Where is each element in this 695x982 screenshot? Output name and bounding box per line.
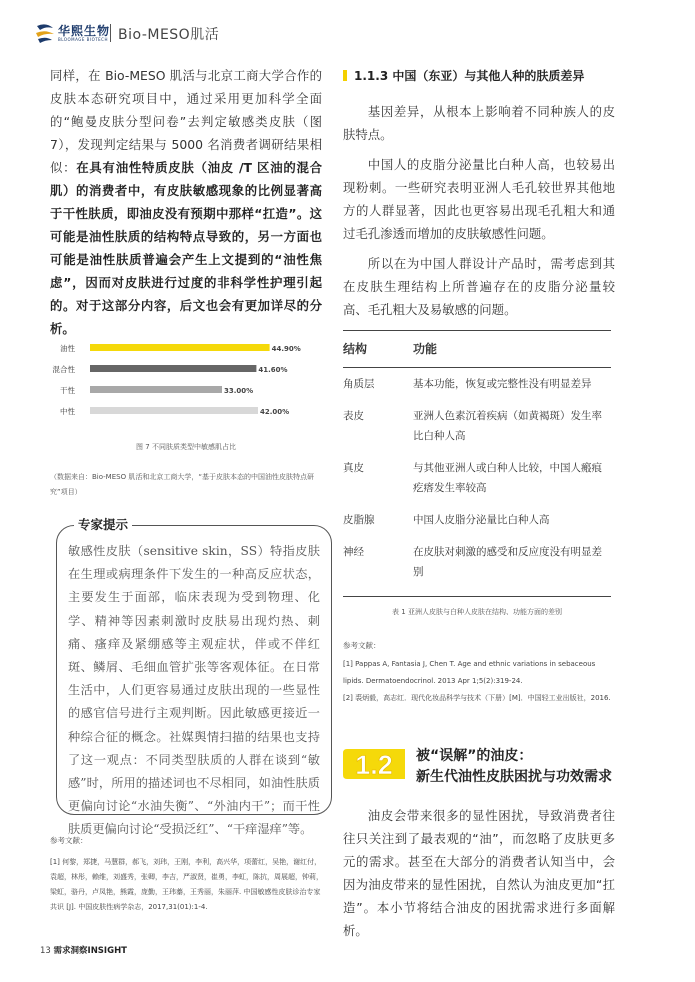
table-row — [343, 368, 611, 401]
chart-value-label: 44.90% — [271, 345, 301, 353]
logo-chinese-name: 华熙生物 — [58, 24, 111, 38]
oily-skin-body — [343, 804, 615, 942]
section-title-12-line2: 新生代油性皮肤困扰与功效需求 — [416, 769, 612, 785]
logo-english-name: BLOOMAGE BIOTECH — [58, 37, 108, 42]
table-row — [343, 400, 611, 452]
bloomage-logo-icon — [34, 22, 56, 44]
figure-source: （数据来自：Bio-MESO 肌活和北京工商大学，“基于皮肤本态的中国油性皮肤特点研究”项目） — [50, 473, 314, 496]
table-row — [343, 504, 611, 536]
chart-bar — [90, 386, 222, 393]
intro-paragraph-bold: 在具有油性特质皮肤（油皮 /T 区油的混合肌）的消费者中，有皮肤敏感现象的比例显著高于干性肤质，即油皮没有预期中那样“扛造”。这可能是油性肤质的结构特点导致的，另一方面也可能是油性肤质普遍会产生上文提到的“油性焦虑”，因而对皮肤进行过度的非科学性护理引起的。对于这部分内容，后文也会有更加详尽的分析。 — [50, 160, 322, 336]
table-header-row — [343, 331, 611, 368]
right-references — [343, 656, 613, 707]
page-number: 13 — [40, 946, 51, 956]
intro-paragraph: 同样，在 Bio-MESO 肌活与北京工商大学合作的皮肤本态研究项目中，通过采用更加科学全面的“鲍曼皮肤分型问卷”去判定敏感类皮肤（图 7），发现判定结果与 5000 名消费者调研结果相似： — [50, 68, 322, 175]
header-divider — [110, 24, 111, 42]
brand-name: Bio-MESO肌活 — [118, 27, 220, 43]
section-marker — [343, 70, 347, 81]
section-title-12 — [416, 746, 612, 788]
table-row — [343, 536, 611, 597]
oily-skin-paragraph: 油皮会带来很多的显性困扰，导致消费者往往只关注到了最表观的“油”，而忽略了皮肤更多元的需求。甚至在大部分的消费者认知当中，会因为油皮带来的显性困扰，自然认为油皮更加“扛造”。本小节将结合油皮的困扰需求进行多面解析。 — [343, 808, 615, 938]
table-cell-structure: 神经 — [343, 536, 413, 597]
genetic-paragraph: 基因差异，从根本上影响着不同种族人的皮肤特点。 — [343, 104, 615, 142]
chart-value-label: 41.60% — [258, 366, 288, 374]
table-cell-structure: 皮脂腺 — [343, 514, 375, 526]
reference-item-1: [1] Pappas A, Fantasia J, Chen T. Age and ethnic variations in sebaceous lipids. Dermatoendocrinol. 2013 Apr 1;5(2):319-24. — [343, 660, 596, 685]
chart-category-label: 混合性 — [52, 365, 75, 374]
table-header-structure: 结构 — [343, 331, 413, 368]
expert-tips-body: 敏感性皮肤（sensitive skin，SS）特指皮肤在生理或病理条件下发生的一种高反应状态，主要发生于面部，临床表现为受到物理、化学、精神等因素刺激时皮肤易出现灼热、刺痛、瘙痒及紧绷感等主观症状，伴或不伴红斑、鳞屑、毛细血管扩张等客观体征。在日常生活中，人们更容易通过皮肤出现的一些显性的感官信号进行主观判断。因此敏感更接近一种综合征的概念。社媒舆情扫描的结果也支持了这一观点：不同类型肤质的人群在谈到“敏感”时，所用的描述词也不尽相同，如油性肤质更偏向讨论“水油失衡”、“外油内干”；而干性肤质更偏向讨论“受损泛红”、“干痒湿痒”等。 — [68, 544, 320, 837]
figure-caption: 图 7 不同肤质类型中敏感肌占比 — [136, 443, 236, 451]
left-reference-item: [1] 何黎，郑捷，马慧群，郝飞，刘玮，王刚，李利，高兴华，项蕾红，吴艳，谢红付，袁超，林彤，赖维，刘盛秀，张卿，李吉，严淑贤，崔勇，李虹，陈抗，周展超，钟莉，梁虹，骆丹，卢凤艳，熊霞，庞勤，王玮蓁，王秀丽，朱丽萍. 中国敏感性皮肤诊治专家共识 [J]. 中国皮肤性病学杂志，2017,31(01):1-4. — [50, 858, 323, 911]
table-cell-structure: 角质层 — [343, 378, 375, 390]
section-number: 1.2 — [355, 750, 393, 780]
section-title-113: 1.1.3 中国（东亚）与其他人种的肤质差异 — [354, 69, 585, 83]
page-footer — [40, 944, 127, 956]
expert-tips-title: 专家提示 — [74, 515, 132, 533]
design-paragraph: 所以在为中国人群设计产品时，需考虑到其在皮肤生理结构上所普遍存在的皮脂分泌量较高、毛孔粗大及易敏感的问题。 — [343, 256, 615, 317]
chart-bar — [90, 365, 256, 372]
right-body-text — [343, 100, 615, 328]
left-body-text — [50, 64, 322, 340]
chart-bar — [90, 344, 270, 351]
reference-item-2: [2] 裘炳毅，高志红．现代化妆品科学与技术（下册）[M]．中国轻工业出版社，2016. — [343, 694, 611, 702]
table-caption: 表 1 亚洲人皮肤与白种人皮肤在结构、功能方面的差别 — [392, 608, 562, 616]
chart-category-label: 油性 — [60, 344, 75, 353]
chart-category-label: 中性 — [60, 407, 75, 416]
table-cell-structure: 表皮 — [343, 410, 364, 422]
footer-section-name: 需求洞察INSIGHT — [53, 946, 127, 956]
chart-value-label: 33.00% — [224, 387, 254, 395]
table-row — [343, 452, 611, 504]
chart-value-label: 42.00% — [260, 408, 290, 416]
table-cell-function: 与其他亚洲人或白种人比较，中国人瘢痕疙瘩发生率较高 — [413, 462, 602, 494]
chart-bar — [90, 407, 258, 414]
section-title-12-line1: 被“误解”的油皮： — [416, 748, 533, 764]
left-references-title: 参考文献： — [50, 836, 88, 845]
right-references-title: 参考文献： — [343, 641, 381, 650]
sensitive-skin-bar-chart — [50, 338, 322, 430]
table-header-function: 功能 — [413, 331, 611, 368]
table-cell-structure: 真皮 — [343, 462, 364, 474]
sebum-paragraph: 中国人的皮脂分泌量比白种人高，也较易出现粉刺。一些研究表明亚洲人毛孔较世界其他地方的人群显著，因此也更容易出现毛孔粗大和通过毛孔渗透而增加的皮肤敏感性问题。 — [343, 157, 615, 241]
table-cell-function: 基本功能，恢复或完整性没有明显差异 — [413, 378, 592, 390]
table-cell-function: 在皮肤对刺激的感受和反应度没有明显差别 — [413, 536, 611, 597]
chart-category-label: 干性 — [60, 386, 75, 395]
section-number-badge — [343, 747, 405, 781]
skin-difference-table — [343, 330, 611, 597]
table-cell-function: 中国人皮脂分泌量比白种人高 — [413, 514, 550, 526]
table-cell-function: 亚洲人色素沉着疾病（如黄褐斑）发生率比白种人高 — [413, 410, 602, 442]
